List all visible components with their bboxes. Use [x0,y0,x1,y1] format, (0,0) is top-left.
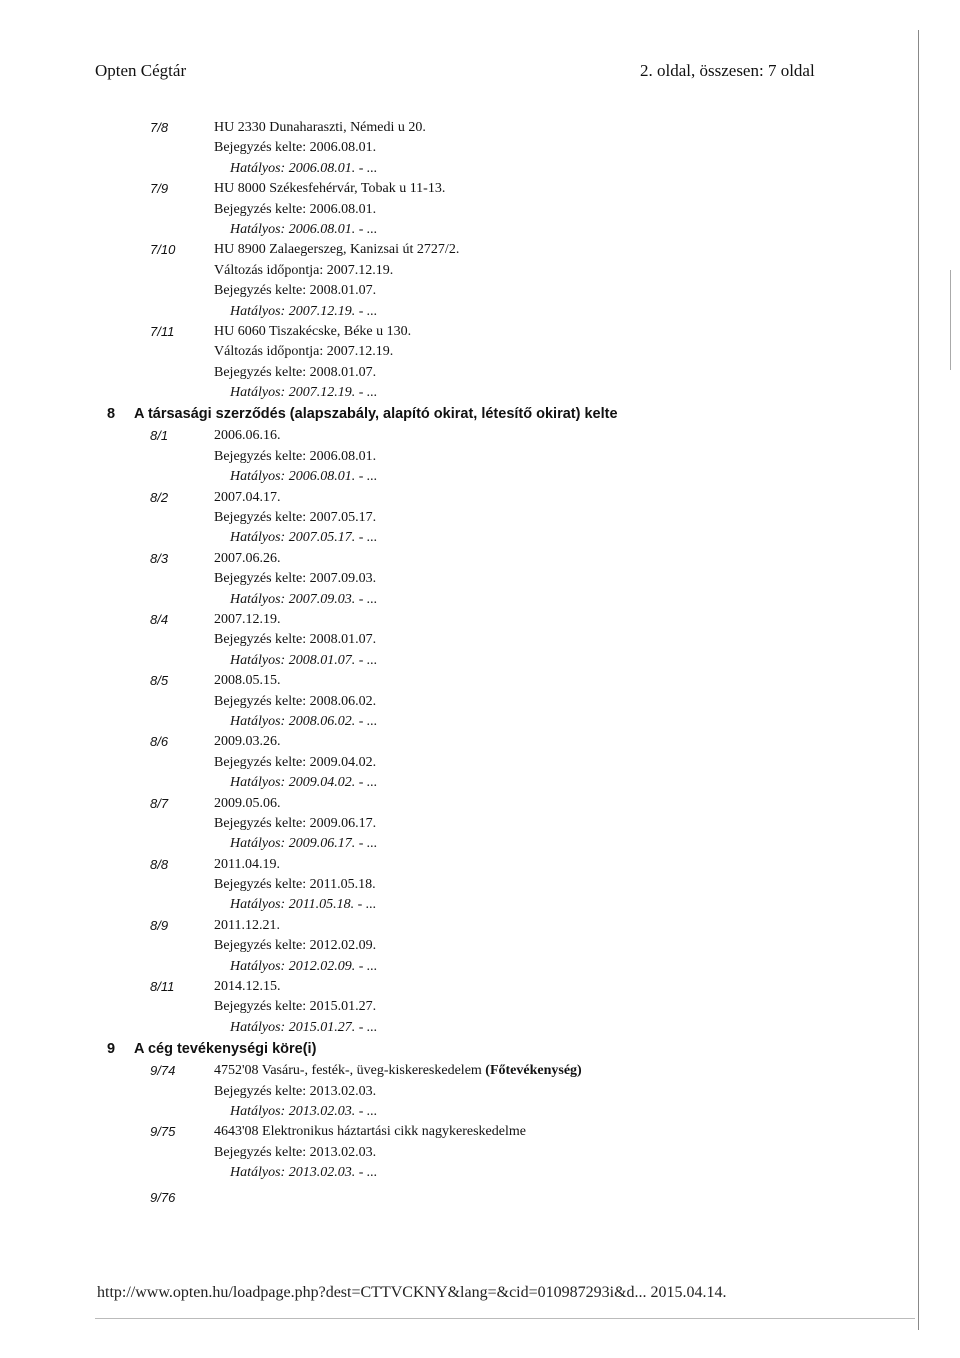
entry-effective: Hatályos: 2007.05.17. - ... [230,530,378,546]
entry-address: HU 8900 Zalaegerszeg, Kanizsai út 2727/2. [214,242,460,258]
entry-effective: Hatályos: 2011.05.18. - ... [230,897,377,913]
entry-date: 2009.05.06. [214,795,281,811]
section-7-entries [0,118,918,403]
margin-rule-secondary [950,270,951,370]
entry-date: 2011.12.21. [214,917,280,933]
section-number: 8 [107,406,116,423]
entry-effective: Hatályos: 2007.12.19. - ... [230,303,378,319]
entry-effective: Hatályos: 2009.04.02. - ... [230,775,378,791]
entry-address: HU 2330 Dunaharaszti, Némedi u 20. [214,120,426,135]
entry-7-9 [0,179,918,240]
section-9-entries [0,1061,918,1209]
entry-registered: Bejegyzés kelte: 2015.01.27. [214,999,377,1015]
entry-date: 2011.04.19. [214,856,280,872]
entry-code: 9/76 [150,1189,176,1205]
entry-code: 8/7 [150,795,169,811]
entry-code: 8/4 [150,611,169,627]
entry-address: HU 6060 Tiszakécske, Béke u 130. [214,323,412,339]
entry-code: 7/8 [150,120,169,135]
entry-effective: Hatályos: 2008.01.07. - ... [230,652,378,668]
activity-text: 4752'08 Vasáru-, festék-, üveg-kiskereskedelem [214,1063,482,1079]
entry-effective: Hatályos: 2007.09.03. - ... [230,591,378,607]
entry-8 [0,855,918,916]
entry-8 [0,488,918,549]
entry-9-76 [0,1184,918,1210]
entry-8 [0,671,918,732]
entry-activity [214,1061,918,1081]
entry-date: 2009.03.26. [214,734,281,750]
entry-code: 7/10 [150,242,176,258]
section-9-heading [0,1038,918,1061]
entry-code: 8/8 [150,856,169,872]
section-title: A társasági szerződés (alapszabály, alapító okirat, létesítő okirat) kelte [134,406,618,423]
entry-effective: Hatályos: 2006.08.01. - ... [230,160,378,176]
section-8-entries [0,426,918,1038]
entry-registered: Bejegyzés kelte: 2007.09.03. [214,571,377,587]
entry-date: 2007.12.19. [214,611,281,627]
entry-8 [0,794,918,855]
entry-code: 8/1 [150,428,169,444]
entry-code: 8/11 [150,979,175,995]
entry-8 [0,732,918,793]
registry-content [0,118,918,1210]
entry-effective: Hatályos: 2008.06.02. - ... [230,713,378,729]
entry-registered: Bejegyzés kelte: 2006.08.01. [214,201,377,217]
entry-date: 2008.05.15. [214,673,281,689]
entry-date: 2006.06.16. [214,428,281,444]
entry-registered: Bejegyzés kelte: 2006.08.01. [214,140,377,156]
entry-registered: Bejegyzés kelte: 2008.06.02. [214,693,377,709]
section-8-heading [0,403,918,426]
entry-9-74 [0,1061,918,1122]
entry-registered: Bejegyzés kelte: 2013.02.03. [214,1083,377,1099]
entry-registered: Bejegyzés kelte: 2008.01.07. [214,632,377,648]
entry-code: 7/9 [150,181,169,197]
entry-change-date: Változás időpontja: 2007.12.19. [214,344,394,360]
section-number: 9 [107,1041,116,1058]
main-activity-flag: (Főtevékenység) [485,1063,582,1079]
entry-7-8 [0,118,918,179]
entry-code: 7/11 [150,323,175,339]
entry-7-11 [0,322,918,404]
entry-code: 9/74 [150,1063,176,1079]
entry-address: HU 8000 Székesfehérvár, Tobak u 11-13. [214,181,446,197]
entry-8 [0,610,918,671]
entry-effective: Hatályos: 2009.06.17. - ... [230,836,378,852]
section-title: A cég tevékenységi köre(i) [134,1041,317,1058]
entry-date: 2007.06.26. [214,550,281,566]
header-page-count: 2. oldal, összesen: 7 oldal [640,61,815,80]
entry-effective: Hatályos: 2006.08.01. - ... [230,221,378,237]
entry-7-10 [0,240,918,322]
entry-code: 8/2 [150,489,169,505]
entry-effective: Hatályos: 2012.02.09. - ... [230,958,378,974]
entry-code: 8/9 [150,917,169,933]
entry-effective: Hatályos: 2013.02.03. - ... [230,1103,378,1119]
entry-8 [0,916,918,977]
header-app-name: Opten Cégtár [95,61,187,80]
entry-effective: Hatályos: 2015.01.27. - ... [230,1019,378,1035]
entry-registered: Bejegyzés kelte: 2006.08.01. [214,448,377,464]
entry-registered: Bejegyzés kelte: 2009.06.17. [214,815,377,831]
entry-8 [0,549,918,610]
entry-9-75 [0,1122,918,1183]
footer-date: 2015.04.14. [650,1284,727,1301]
entry-change-date: Változás időpontja: 2007.12.19. [214,262,394,278]
entry-effective: Hatályos: 2007.12.19. - ... [230,385,378,401]
entry-registered: Bejegyzés kelte: 2013.02.03. [214,1144,377,1160]
entry-registered: Bejegyzés kelte: 2012.02.09. [214,938,377,954]
entry-8 [0,977,918,1038]
entry-effective: Hatályos: 2013.02.03. - ... [230,1165,378,1181]
entry-code: 9/75 [150,1124,176,1140]
entry-date: 2014.12.15. [214,979,281,995]
entry-date: 2007.04.17. [214,489,281,505]
entry-registered: Bejegyzés kelte: 2008.01.07. [214,364,377,380]
entry-registered: Bejegyzés kelte: 2011.05.18. [214,877,376,893]
entry-code: 8/6 [150,734,169,750]
entry-code: 8/3 [150,550,169,566]
entry-code: 8/5 [150,673,169,689]
bottom-rule [95,1318,915,1319]
entry-registered: Bejegyzés kelte: 2009.04.02. [214,754,377,770]
footer-url[interactable]: http://www.opten.hu/loadpage.php?dest=CTTVCKNY&lang=&cid=010987293i&d... [97,1284,647,1301]
footer-url-line [97,1284,727,1302]
entry-effective: Hatályos: 2006.08.01. - ... [230,469,378,485]
entry-registered: Bejegyzés kelte: 2008.01.07. [214,283,377,299]
entry-registered: Bejegyzés kelte: 2007.05.17. [214,510,377,526]
entry-activity: 4643'08 Elektronikus háztartási cikk nagykereskedelme [214,1124,526,1140]
entry-8 [0,426,918,487]
margin-rule [918,30,919,1330]
